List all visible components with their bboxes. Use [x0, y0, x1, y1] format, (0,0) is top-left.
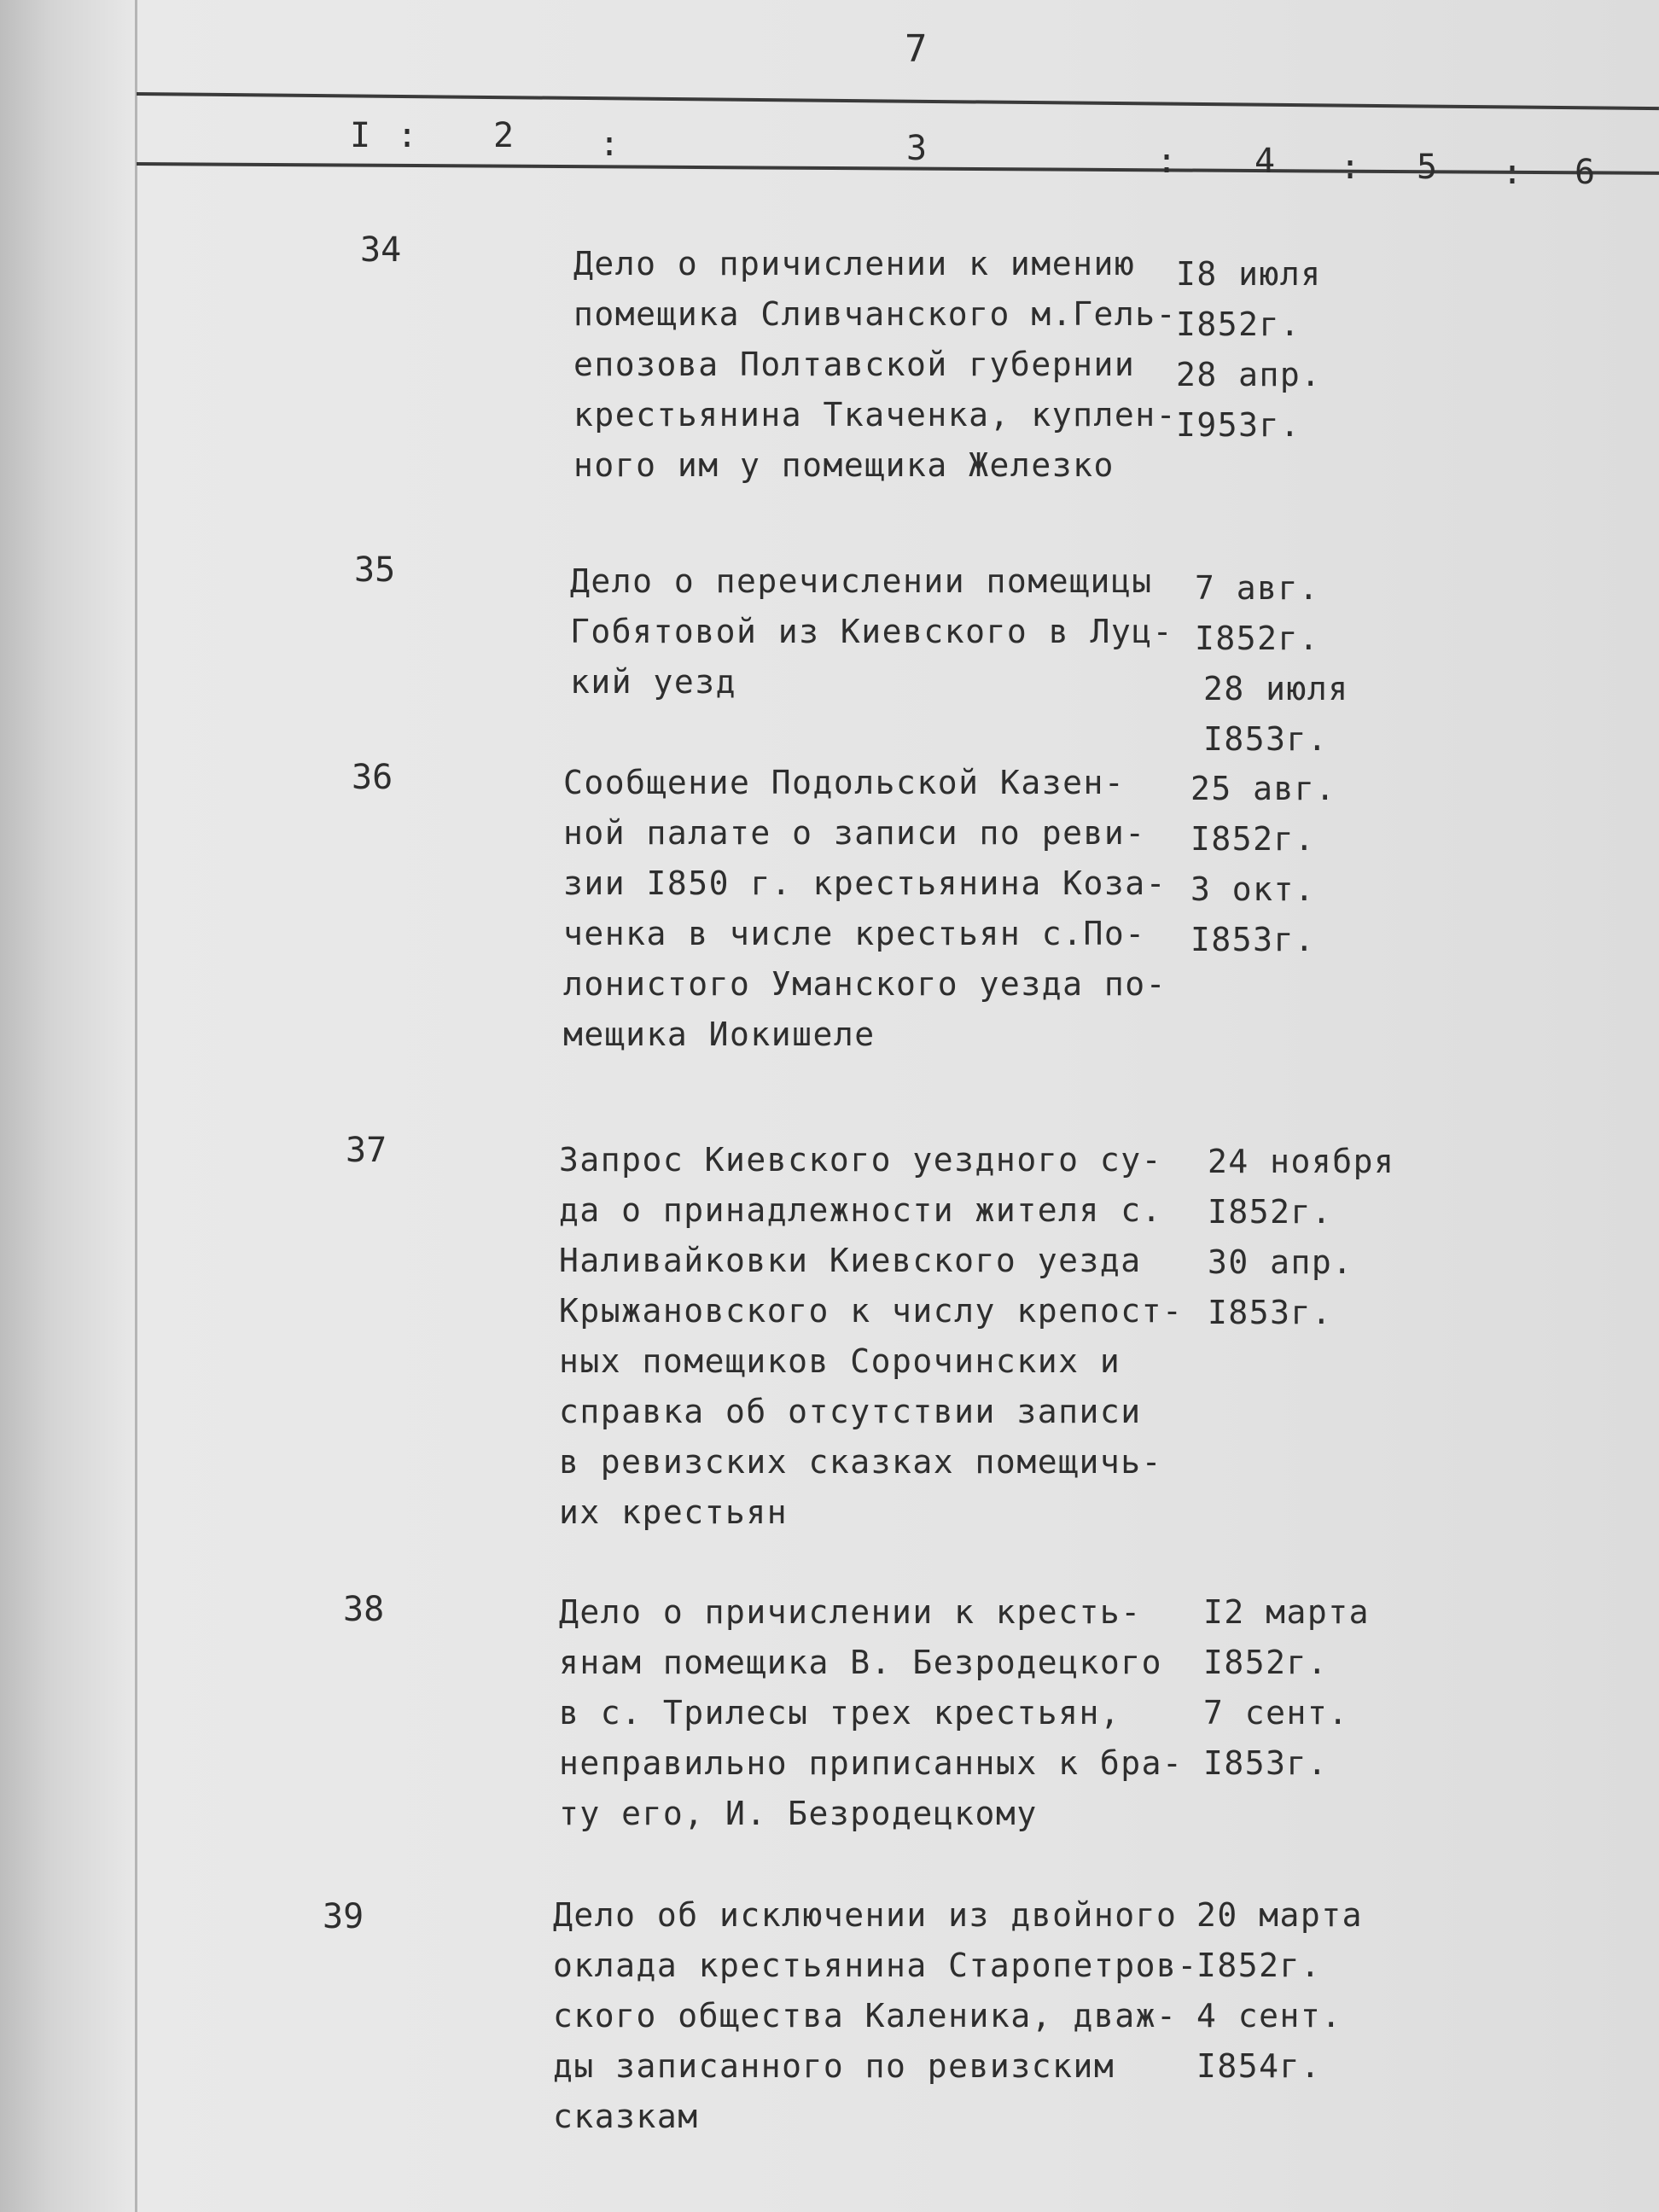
date-line: 20 марта [1196, 1896, 1364, 1934]
column-separator: : [1156, 142, 1178, 181]
date-line: I852г. [1196, 1947, 1322, 1984]
entry-dates [1195, 563, 1349, 765]
date-line: 24 ноября [1208, 1143, 1395, 1180]
entry-number: 38 [343, 1590, 385, 1629]
date-line: I852г. [1190, 820, 1316, 858]
column-separator: : [397, 116, 418, 155]
date-line: 25 авг. [1190, 770, 1336, 807]
date-line: I852г. [1203, 1644, 1329, 1681]
date-line: I853г. [1203, 1744, 1329, 1782]
description-line: ных помещиков Сорочинских и [559, 1342, 1121, 1380]
entry-dates [1190, 764, 1336, 965]
date-line: 28 июля [1203, 670, 1349, 707]
column-separator: : [1340, 148, 1361, 187]
description-line: ды записанного по ревизским [553, 2047, 1115, 2085]
entry-dates [1176, 249, 1322, 451]
description-line: Запрос Киевского уездного су- [559, 1141, 1162, 1179]
entry-number: 39 [323, 1897, 364, 1936]
date-line: I852г. [1176, 306, 1301, 343]
column-header-3: 3 [906, 129, 928, 168]
description-line: Дело об исключении из двойного [553, 1896, 1178, 1934]
date-line: 28 апр. [1176, 356, 1322, 393]
description-line: Наливайковки Киевского уезда [559, 1242, 1142, 1279]
description-line: справка об отсутствии записи [559, 1393, 1142, 1430]
description-line: сказкам [553, 2098, 699, 2135]
description-line: Дело о причислении к кресть- [559, 1593, 1142, 1631]
entry-description [559, 1135, 1183, 1538]
column-header-4: 4 [1254, 142, 1276, 181]
column-separator: : [599, 125, 620, 164]
page-edge [135, 0, 137, 2212]
description-line: в ревизских сказках помещичь- [559, 1443, 1162, 1481]
date-line: I2 марта [1203, 1593, 1371, 1631]
entry-dates [1196, 1890, 1363, 2092]
description-line: Дело о перечислении помещицы [570, 562, 1153, 600]
header-rule-top [137, 92, 1659, 110]
date-line: I853г. [1203, 720, 1329, 758]
entry-number: 34 [360, 230, 402, 270]
description-line: крестьянина Ткаченка, куплен- [573, 396, 1177, 434]
description-line: помещика Сливчанского м.Гель- [573, 295, 1177, 333]
description-line: епозова Полтавской губернии [573, 346, 1136, 383]
description-line: ченка в числе крестьян с.По- [563, 915, 1146, 952]
entry-number: 36 [352, 758, 393, 797]
description-line: оклада крестьянина Старопетров- [553, 1947, 1198, 1984]
entry-description [570, 556, 1173, 707]
date-line: I953г. [1176, 406, 1301, 444]
date-line: I852г. [1208, 1193, 1333, 1231]
page-number: 7 [905, 27, 928, 71]
description-line: янам помещика В. Безродецкого [559, 1644, 1162, 1681]
description-line: ту его, И. Безродецкому [559, 1795, 1038, 1832]
description-line: ного им у помещика Железко [573, 446, 1115, 484]
description-line: неправильно приписанных к бра- [559, 1744, 1184, 1782]
entry-dates [1203, 1587, 1370, 1789]
date-line: 7 сент. [1203, 1694, 1349, 1732]
description-line: в с. Трилесы трех крестьян, [559, 1694, 1121, 1732]
date-line: 3 окт. [1190, 870, 1316, 908]
description-line: мещика Иокишеле [563, 1016, 876, 1053]
description-line: да о принадлежности жителя с. [559, 1191, 1162, 1229]
entry-number: 37 [346, 1131, 387, 1170]
date-line: I853г. [1190, 921, 1316, 958]
date-line: I854г. [1196, 2047, 1322, 2085]
entry-description [553, 1890, 1198, 2142]
description-line: зии I850 г. крестьянина Коза- [563, 864, 1167, 902]
entry-description [563, 758, 1167, 1060]
description-line: ной палате о записи по реви- [563, 814, 1146, 852]
date-line: 7 авг. [1195, 569, 1320, 607]
date-line: I853г. [1208, 1294, 1333, 1331]
column-header-2: 2 [493, 116, 515, 155]
description-line: кий уезд [570, 663, 737, 701]
column-header-1: I [350, 116, 371, 155]
description-line: Крыжановского к числу крепост- [559, 1292, 1184, 1330]
date-line: 30 апр. [1208, 1243, 1353, 1281]
entry-dates [1208, 1137, 1394, 1338]
date-line: I852г. [1195, 620, 1320, 657]
date-line: 4 сент. [1196, 1997, 1342, 2034]
column-separator: : [1502, 153, 1523, 192]
description-line: лонистого Уманского уезда по- [563, 965, 1167, 1003]
date-line: I8 июля [1176, 255, 1322, 293]
description-line: Дело о причислении к имению [573, 245, 1136, 282]
entry-description [573, 239, 1177, 491]
description-line: Сообщение Подольской Казен- [563, 764, 1126, 801]
entry-number: 35 [354, 550, 396, 590]
column-header-5: 5 [1417, 148, 1438, 187]
entry-description [559, 1587, 1183, 1839]
column-header-6: 6 [1575, 153, 1596, 192]
description-line: Гобятовой из Киевского в Луц- [570, 613, 1173, 650]
description-line: их крестьян [559, 1493, 789, 1531]
description-line: ского общества Каленика, дваж- [553, 1997, 1178, 2034]
